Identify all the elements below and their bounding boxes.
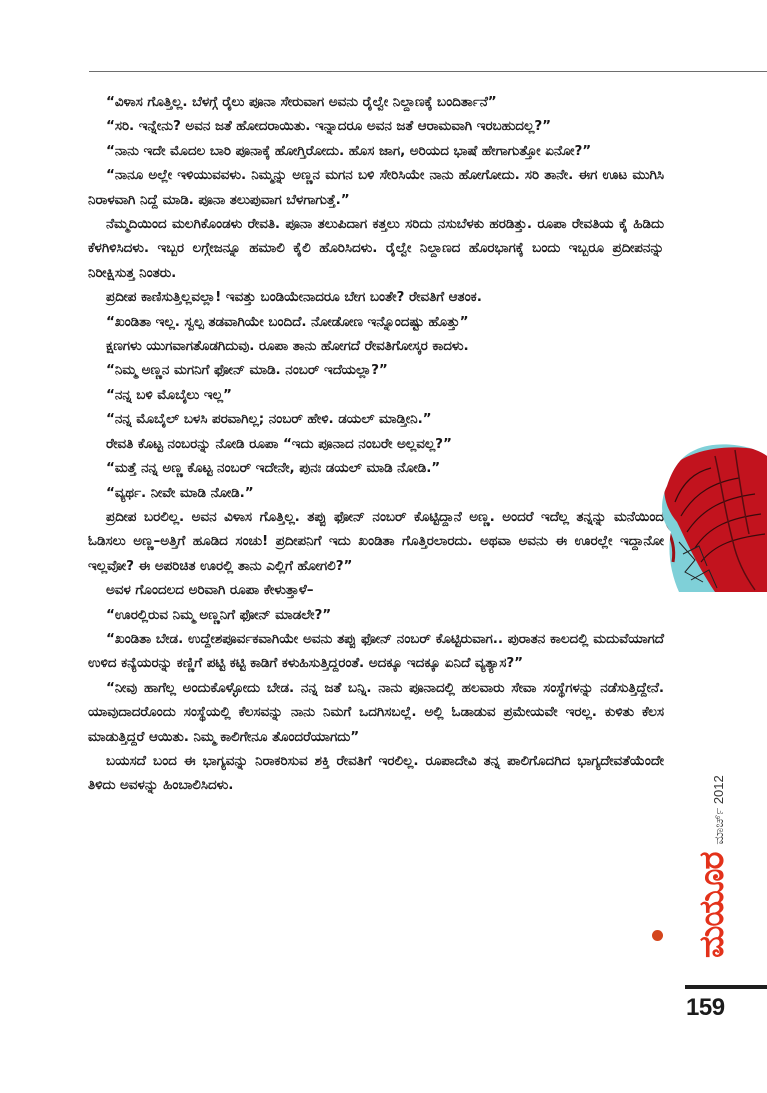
- page-number: 159: [686, 994, 725, 1021]
- paragraph: “ಖಂಡಿತಾ ಬೇಡ. ಉದ್ದೇಶಪೂರ್ವಕವಾಗಿಯೇ ಅವನು ತಪ್ಪು ಫೋನ್ ನಂಬರ್ ಕೊಟ್ಟಿರುವಾಗ.. ಪುರಾತನ ಕಾಲದಲ್ಲಿ ಮದುವೆಯಾಗದೆ ಉಳಿದ ಕನ್ಯೆಯರನ್ನು ಕಣ್ಣಿಗೆ ಪಟ್ಟಿ ಕಟ್ಟಿ ಕಾಡಿಗೆ ಕಳುಹಿಸುತ್ತಿದ್ದರಂತೆ. ಅದಕ್ಕೂ ಇದಕ್ಕೂ ಏನಿದೆ ವ್ಯತ್ಯಾಸ?”: [88, 630, 664, 672]
- paragraph: “ಊರಲ್ಲಿರುವ ನಿಮ್ಮ ಅಣ್ಣನಿಗೆ ಫೋನ್ ಮಾಡಲೇ?”: [106, 606, 332, 623]
- article-body: [88, 90, 664, 798]
- accent-dot: [652, 930, 663, 941]
- paragraph: “ಮತ್ತೆ ನನ್ನ ಅಣ್ಣ ಕೊಟ್ಟ ನಂಬರ್ ಇದೇನೇ, ಪುನಃ ಡಯಲ್ ಮಾಡಿ ನೋಡಿ.”: [106, 460, 441, 477]
- paragraph: “ನಿಮ್ಮ ಅಣ್ಣನ ಮಗನಿಗೆ ಫೋನ್ ಮಾಡಿ. ನಂಬರ್ ಇದೆಯಲ್ಲಾ?”: [106, 362, 388, 379]
- paragraph: “ನಾನು ಇದೇ ಮೊದಲ ಬಾರಿ ಪೂನಾಕ್ಕೆ ಹೋಗ್ತಿರೋದು. ಹೊಸ ಜಾಗ, ಅರಿಯದ ಭಾಷೆ ಹೇಗಾಗುತ್ತೋ ಏನೋ?”: [106, 142, 592, 159]
- paragraph: “ವ್ಯರ್ಥ. ನೀವೇ ಮಾಡಿ ನೋಡಿ.”: [106, 484, 254, 501]
- paragraph: “ವಿಳಾಸ ಗೊತ್ತಿಲ್ಲ. ಬೆಳಗ್ಗೆ ರೈಲು ಪೂನಾ ಸೇರುವಾಗ ಅವನು ರೈಲ್ವೇ ನಿಲ್ದಾಣಕ್ಕೆ ಬಂದಿರ್ತಾನೆ”: [106, 94, 497, 110]
- top-rule: [89, 71, 767, 72]
- page-number-rule: [685, 985, 767, 989]
- woman-face-illustration-icon: [655, 442, 767, 592]
- issue-date: ಮಾರ್ಚ್ 2012: [711, 775, 726, 845]
- paragraph: “ಸರಿ. ಇನ್ನೇನು? ಅವನ ಜತೆ ಹೋದರಾಯಿತು. ಇನ್ನಾದರೂ ಅವನ ಜತೆ ಆರಾಮವಾಗಿ ಇರಬಹುದಲ್ಲ?”: [106, 118, 551, 135]
- paragraph: ಕ್ಷಣಗಳು ಯುಗವಾಗತೊಡಗಿದುವು. ರೂಪಾ ತಾನು ಹೋಗದೆ ರೇವತಿಗೋಸ್ಕರ ಕಾದಳು.: [106, 338, 469, 355]
- magazine-masthead: [692, 775, 732, 958]
- paragraph: “ನನ್ನ ಬಳಿ ಮೊಬೈಲು ಇಲ್ಲ”: [106, 386, 232, 403]
- paragraph: ರೇವತಿ ಕೊಟ್ಟ ನಂಬರನ್ನು ನೋಡಿ ರೂಪಾ “ಇದು ಪೂನಾದ ನಂಬರೇ ಅಲ್ಲವಲ್ಲ?”: [106, 435, 452, 452]
- magazine-name: ಮಯೂರ: [692, 852, 732, 958]
- paragraph: ಪ್ರದೀಪ ಕಾಣಿಸುತ್ತಿಲ್ಲವಲ್ಲಾ! ಇವತ್ತು ಬಂಡಿಯೇನಾದರೂ ಬೇಗ ಬಂತೇ? ರೇವತಿಗೆ ಆತಂಕ.: [106, 289, 482, 306]
- paragraph: “ನೀವು ಹಾಗೆಲ್ಲ ಅಂದುಕೊಳ್ಳೋದು ಬೇಡ. ನನ್ನ ಜತೆ ಬನ್ನಿ. ನಾನು ಪೂನಾದಲ್ಲಿ ಹಲವಾರು ಸೇವಾ ಸಂಸ್ಥೆಗಳನ್ನು ನಡೆಸುತ್ತಿದ್ದೇನೆ. ಯಾವುದಾದರೊಂದು ಸಂಸ್ಥೆಯಲ್ಲಿ ಕೆಲಸವನ್ನು ನಾನು ನಿಮಗೆ ಒದಗಿಸಬಲ್ಲೆ. ಅಲ್ಲಿ ಓಡಾಡುವ ಪ್ರಮೇಯವೇ ಇರಲ್ಲ. ಕುಳಿತು ಕೆಲಸ ಮಾಡುತ್ತಿದ್ದರೆ ಆಯಿತು. ನಿಮ್ಮ ಕಾಲಿಗೇನೂ ತೊಂದರೆಯಾಗದು”: [88, 679, 664, 745]
- paragraph: ನೆಮ್ಮದಿಯಿಂದ ಮಲಗಿಕೊಂಡಳು ರೇವತಿ. ಪೂನಾ ತಲುಪಿದಾಗ ಕತ್ತಲು ಸರಿದು ನಸುಬೆಳಕು ಹರಡಿತ್ತು. ರೂಪಾ ರೇವತಿಯ ಕೈ ಹಿಡಿದು ಕೆಳಗಿಳಿಸಿದಳು. ಇಬ್ಬರ ಲಗ್ಗೇಜನ್ನೂ ಹಮಾಲಿ ಕೈಲಿ ಹೊರಿಸಿದಳು. ರೈಲ್ವೇ ನಿಲ್ದಾಣದ ಹೊರಭಾಗಕ್ಕೆ ಬಂದು ಇಬ್ಬರೂ ಪ್ರದೀಪನನ್ನು ನಿರೀಕ್ಷಿಸುತ್ತ ನಿಂತರು.: [88, 216, 664, 281]
- paragraph: ಪ್ರದೀಪ ಬರಲಿಲ್ಲ. ಅವನ ವಿಳಾಸ ಗೊತ್ತಿಲ್ಲ. ತಪ್ಪು ಫೋನ್ ನಂಬರ್ ಕೊಟ್ಟಿದ್ದಾನೆ ಅಣ್ಣ. ಅಂದರೆ ಇದೆಲ್ಲ ತನ್ನನ್ನು ಮನೆಯಿಂದ ಓಡಿಸಲು ಅಣ್ಣ–ಅತ್ತಿಗೆ ಹೂಡಿದ ಸಂಚು! ಪ್ರದೀಪನಿಗೆ ಇದು ಖಂಡಿತಾ ಗೊತ್ತಿರಲಾರದು. ಅಥವಾ ಅವನು ಈ ಊರಲ್ಲೇ ಇದ್ದಾನೋ ಇಲ್ಲವೋ? ಈ ಅಪರಿಚಿತ ಊರಲ್ಲಿ ತಾನು ಎಲ್ಲಿಗೆ ಹೋಗಲಿ?”: [88, 508, 664, 574]
- paragraph: “ಖಂಡಿತಾ ಇಲ್ಲ. ಸ್ವಲ್ಪ ತಡವಾಗಿಯೇ ಬಂದಿದೆ. ನೋಡೋಣ ಇನ್ನೊಂದಷ್ಟು ಹೊತ್ತು”: [106, 313, 469, 330]
- paragraph: “ನಾನೂ ಅಲ್ಲೇ ಇಳಿಯುವವಳು. ನಿಮ್ಮನ್ನು ಅಣ್ಣನ ಮಗನ ಬಳಿ ಸೇರಿಸಿಯೇ ನಾನು ಹೋಗೋದು. ಸರಿ ತಾನೇ. ಈಗ ಊಟ ಮುಗಿಸಿ ನಿರಾಳವಾಗಿ ನಿದ್ದೆ ಮಾಡಿ. ಪೂನಾ ತಲುಪುವಾಗ ಬೆಳಗಾಗುತ್ತೆ.”: [88, 167, 664, 208]
- paragraph: ಅವಳ ಗೊಂದಲದ ಅರಿವಾಗಿ ರೂಪಾ ಕೇಳುತ್ತಾಳೆ–: [106, 582, 314, 599]
- paragraph: ಬಯಸದೆ ಬಂದ ಈ ಭಾಗ್ಯವನ್ನು ನಿರಾಕರಿಸುವ ಶಕ್ತಿ ರೇವತಿಗೆ ಇರಲಿಲ್ಲ. ರೂಪಾದೇವಿ ತನ್ನ ಪಾಲಿಗೊದಗಿದ ಭಾಗ್ಯದೇವತೆಯೆಂದೇ ತಿಳಿದು ಅವಳನ್ನು ಹಿಂಬಾಲಿಸಿದಳು.: [88, 752, 664, 794]
- paragraph: “ನನ್ನ ಮೊಬೈಲ್ ಬಳಸಿ ಪರವಾಗಿಲ್ಲ; ನಂಬರ್ ಹೇಳಿ. ಡಯಲ್ ಮಾಡ್ತೀನಿ.”: [106, 411, 432, 428]
